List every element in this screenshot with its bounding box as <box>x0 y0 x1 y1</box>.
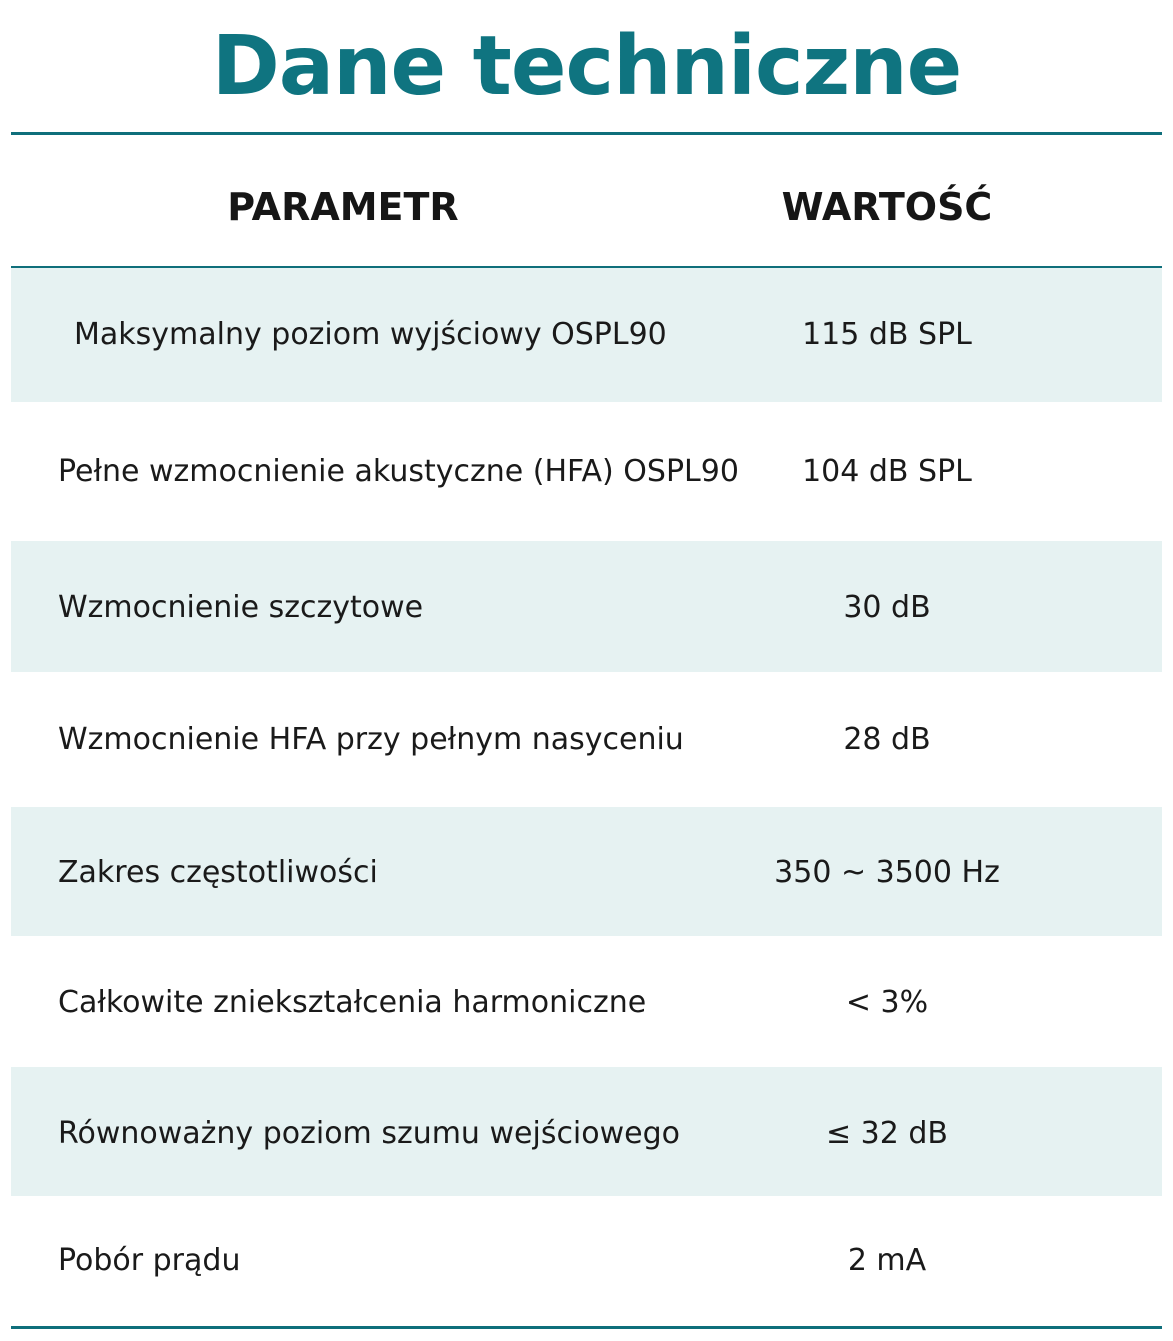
row-value: 115 dB SPL <box>802 317 972 352</box>
table-row <box>11 807 1162 936</box>
page-title: Dane techniczne <box>211 19 962 114</box>
bottom-divider <box>11 1326 1162 1329</box>
row-parameter: Zakres częstotliwości <box>58 855 378 890</box>
row-value: < 3% <box>845 985 929 1020</box>
table-row <box>11 936 1162 1067</box>
row-parameter: Pełne wzmocnienie akustyczne (HFA) OSPL90 <box>58 454 739 489</box>
table-row <box>11 672 1162 807</box>
header-value: WARTOŚĆ <box>781 185 993 229</box>
row-value: 2 mA <box>847 1243 927 1278</box>
table-row <box>11 268 1162 402</box>
row-value: 30 dB <box>843 590 931 625</box>
row-parameter: Wzmocnienie szczytowe <box>58 590 424 625</box>
row-value: ≤ 32 dB <box>825 1116 948 1151</box>
row-parameter: Całkowite zniekształcenia harmoniczne <box>58 985 647 1020</box>
table-row <box>11 402 1162 541</box>
table-row <box>11 1067 1162 1196</box>
row-value: 350 ~ 3500 Hz <box>774 855 1000 890</box>
table-row <box>11 541 1162 672</box>
header-parameter: PARAMETR <box>227 185 459 229</box>
row-parameter: Wzmocnienie HFA przy pełnym nasyceniu <box>58 722 684 757</box>
row-value: 104 dB SPL <box>802 454 972 489</box>
row-parameter: Pobór prądu <box>58 1243 241 1278</box>
table-row <box>11 1196 1162 1326</box>
row-parameter: Maksymalny poziom wyjściowy OSPL90 <box>74 317 667 352</box>
table-header <box>11 135 1162 266</box>
row-value: 28 dB <box>843 722 931 757</box>
row-parameter: Równoważny poziom szumu wejściowego <box>58 1116 681 1151</box>
